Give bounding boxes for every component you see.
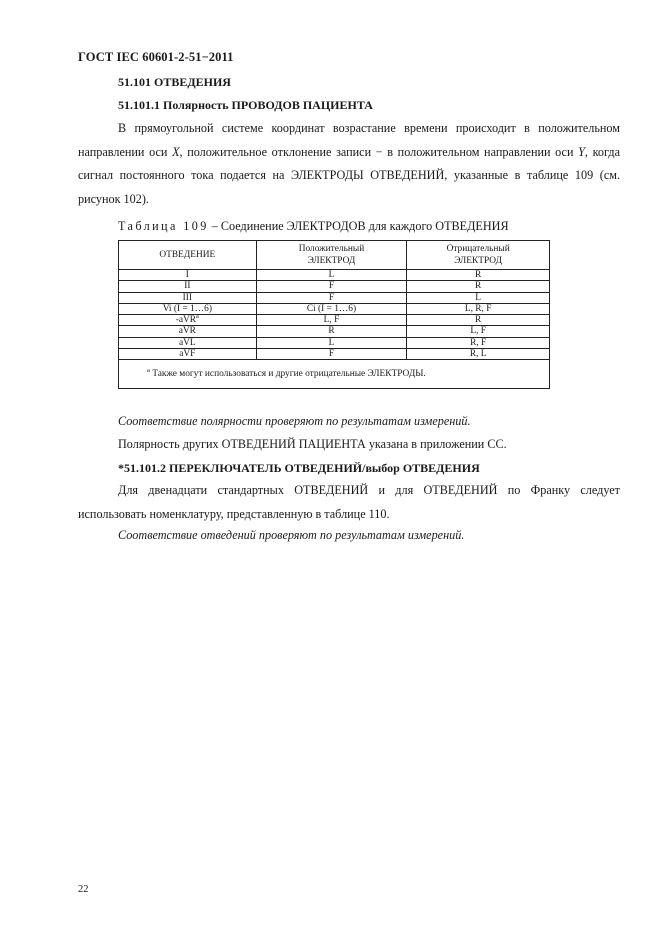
footnote-mark: a <box>147 367 150 375</box>
positive-cell: L <box>256 270 407 281</box>
header-lead: ОТВЕДЕНИЕ <box>119 241 257 270</box>
table-footnote <box>119 360 550 389</box>
positive-cell: L, F <box>256 315 407 326</box>
table-row <box>119 337 550 348</box>
header-negative <box>407 241 550 270</box>
paragraph1-part1: В прямоугольной системе координат возрастание времени происходит в положительном направлении оси <box>78 121 620 159</box>
lead-cell: II <box>119 281 257 292</box>
paragraph1-part2: , положительное отклонение записи − в положительном направлении оси <box>179 144 579 159</box>
positive-cell: L <box>256 337 407 348</box>
table-row <box>119 315 550 326</box>
compliance-note-1: Соответствие полярности проверяют по результатам измерений. <box>118 414 471 428</box>
table-row <box>119 270 550 281</box>
negative-cell: R, L <box>407 349 550 360</box>
header-positive <box>256 241 407 270</box>
document-header: ГОСТ IEC 60601-2-51−2011 <box>78 50 234 64</box>
positive-cell: R <box>256 326 407 337</box>
lead-cell: aVL <box>119 337 257 348</box>
positive-cell: Ci (I = 1…6) <box>256 303 407 314</box>
subsection-title: 51.101.1 Полярность ПРОВОДОВ ПАЦИЕНТА <box>118 98 373 112</box>
electrode-table <box>118 240 550 389</box>
table-footnote-row <box>119 360 550 389</box>
negative-cell: L <box>407 292 550 303</box>
subsection2-title: *51.101.2 ПЕРЕКЛЮЧАТЕЛЬ ОТВЕДЕНИЙ/выбор ОТВЕДЕНИЯ <box>118 461 480 475</box>
negative-cell: R, F <box>407 337 550 348</box>
lead-cell: Vi (I = 1…6) <box>119 303 257 314</box>
compliance-note-2: Соответствие отведений проверяют по результатам измерений. <box>118 528 465 542</box>
lead-cell <box>119 315 257 326</box>
y-axis-label: Y <box>578 144 585 159</box>
table-row <box>119 281 550 292</box>
header-negative-line2: ЭЛЕКТРОД <box>454 256 502 266</box>
positive-cell: F <box>256 281 407 292</box>
table-row <box>119 326 550 337</box>
lead-cell-text: -aVR <box>175 315 197 326</box>
lead-cell: aVR <box>119 326 257 337</box>
paragraph1-part3: , когда сигнал постоянного тока подается на ЭЛЕКТРОДЫ ОТВЕДЕНИЙ, указанные в таблице 109 (см. рисунок 102). <box>78 144 620 206</box>
table-header-row <box>119 241 550 270</box>
x-axis-label: X <box>172 144 180 159</box>
nomenclature-paragraph: Для двенадцати стандартных ОТВЕДЕНИЙ и для ОТВЕДЕНИЙ по Франку следует использовать номенклатуру, представленную в таблице 110. <box>78 483 620 521</box>
polarity-paragraph <box>78 117 620 211</box>
section-title: 51.101 ОТВЕДЕНИЯ <box>118 75 231 89</box>
positive-cell: F <box>256 349 407 360</box>
table-row <box>119 349 550 360</box>
negative-cell: R <box>407 315 550 326</box>
negative-cell: R <box>407 270 550 281</box>
table-row <box>119 303 550 314</box>
table-caption-label: Таблица 109 <box>118 219 209 233</box>
header-positive-line2: ЭЛЕКТРОД <box>307 256 356 266</box>
page-number: 22 <box>78 884 89 895</box>
header-positive-line1: Положительный <box>298 243 365 254</box>
table-caption <box>118 219 509 234</box>
negative-cell: L, F <box>407 326 550 337</box>
lead-cell: I <box>119 270 257 281</box>
table-caption-text: – Соединение ЭЛЕКТРОДОВ для каждого ОТВЕДЕНИЯ <box>208 219 509 233</box>
positive-cell: F <box>256 292 407 303</box>
negative-cell: R <box>407 281 550 292</box>
other-polarity-note: Полярность других ОТВЕДЕНИЙ ПАЦИЕНТА указана в приложении СС. <box>118 437 507 451</box>
lead-cell: aVF <box>119 349 257 360</box>
negative-cell: L, R, F <box>407 303 550 314</box>
lead-cell: III <box>119 292 257 303</box>
footnote-marker: a <box>196 313 199 321</box>
header-negative-line1: Отрицательный <box>446 243 510 254</box>
table-row <box>119 292 550 303</box>
footnote-text: Также могут использоваться и другие отрицательные ЭЛЕКТРОДЫ. <box>149 369 426 380</box>
